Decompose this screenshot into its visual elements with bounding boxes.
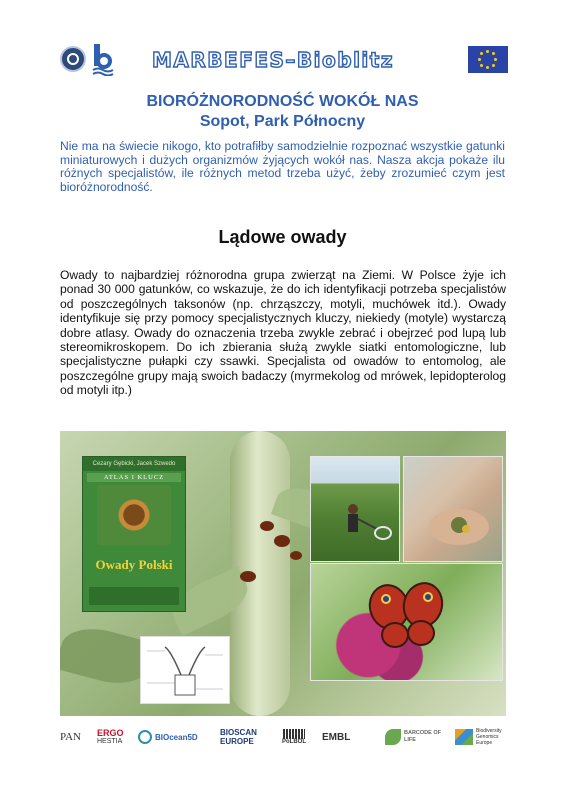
embl-logo: EMBL [322,731,351,743]
pan-footer-logo: PAN [60,731,81,743]
ant-icon [240,571,256,582]
barcode-icon [283,729,305,739]
insect-thumbnails [89,587,179,605]
page-title: BIORÓŻNORODNOŚĆ WOKÓŁ NAS [146,93,419,110]
intro-text: Nie ma na świecie nikogo, kto potrafiłby samodzielnie rozpoznać wszystkie gatunki miniaturowych i dużych organizmów żyjących wokół nas. Nasza akcja pokaże ilu różnych specjalistów, ile różnych metod trzeba użyć, żeby zrozumieć czym jest bioróżnorodność. [60,139,505,194]
ant-icon [290,551,302,560]
field-sweeping-photo [310,456,400,562]
section-body: Owady to najbardziej różnorodna grupa zwierząt na Ziemi. W Polsce żyje ich ponad 30 000 gatunków, co wskazuje, że do ich identyfikacji potrzeba specjalistów od poszczególnych taksonów (np. chrząszczy, motyli, muchówek itd.). Owady identyfikuje się przy pomocy specjalistycznych kluczy, niekiedy (motyle) wystarczą dobre atlasy. Owady do oznaczenia trzeba zwykle zebrać i obejrzeć pod lupą lub stereomikroskopem. Do ich zbierania służą zwykle siatki entomologiczne, lub specjalistyczne pułapki czy ssawki. Specjalista od owadów to entomolog, ale poszczególne grupy mają swoich badaczy (myrmekolog od mrówek, lepidopterolog od motyli itp.) [60,268,506,398]
section-title: Lądowe owady [218,227,347,247]
bge-text: Biodiversity Genomics Europe [476,728,502,746]
barcode-of-life-text: BARCODE OF LIFE [404,730,441,743]
barcode-of-life-logo [385,724,452,750]
book-authors: Cezary Gębicki, Jacek Szwedo [83,457,185,471]
ibb-logo-icon [92,44,114,76]
footer-logos [60,724,506,750]
hand-sample-photo [403,456,503,562]
ant-icon [274,535,290,547]
bge-icon [455,729,473,745]
butterfly-photo [310,563,503,681]
hestia-text: HESTIA [97,738,123,745]
polbol-logo [282,724,306,750]
biocean5d-logo [138,724,198,750]
ant-icon [260,521,274,531]
book-series: ATLAS I KLUCZ [87,473,181,482]
page-subtitle: Sopot, Park Północny [199,113,366,130]
ergo-hestia-logo [97,724,127,750]
bge-logo [455,724,508,750]
bioscan-text: BIOSCAN [220,728,257,737]
book-title: Owady Polski [95,557,173,572]
eu-flag-icon [468,46,508,73]
biocean5d-icon [138,730,152,744]
polbol-text: PoLBOL [282,739,306,745]
ergo-text: ERGO [97,728,124,738]
bioscan-europe-logo [220,724,257,750]
header [60,44,508,80]
wasp-image [97,485,171,545]
photo-collage [60,431,506,716]
banner-title: MARBEFES–Bioblitz [152,48,394,72]
atlas-book-cover [82,456,186,612]
aspirator-diagram [140,636,230,704]
leaf-icon [385,729,401,745]
biocean5d-text: BIOcean5D [155,732,198,742]
pan-logo-icon [60,46,86,72]
europe-text: EUROPE [220,737,254,746]
